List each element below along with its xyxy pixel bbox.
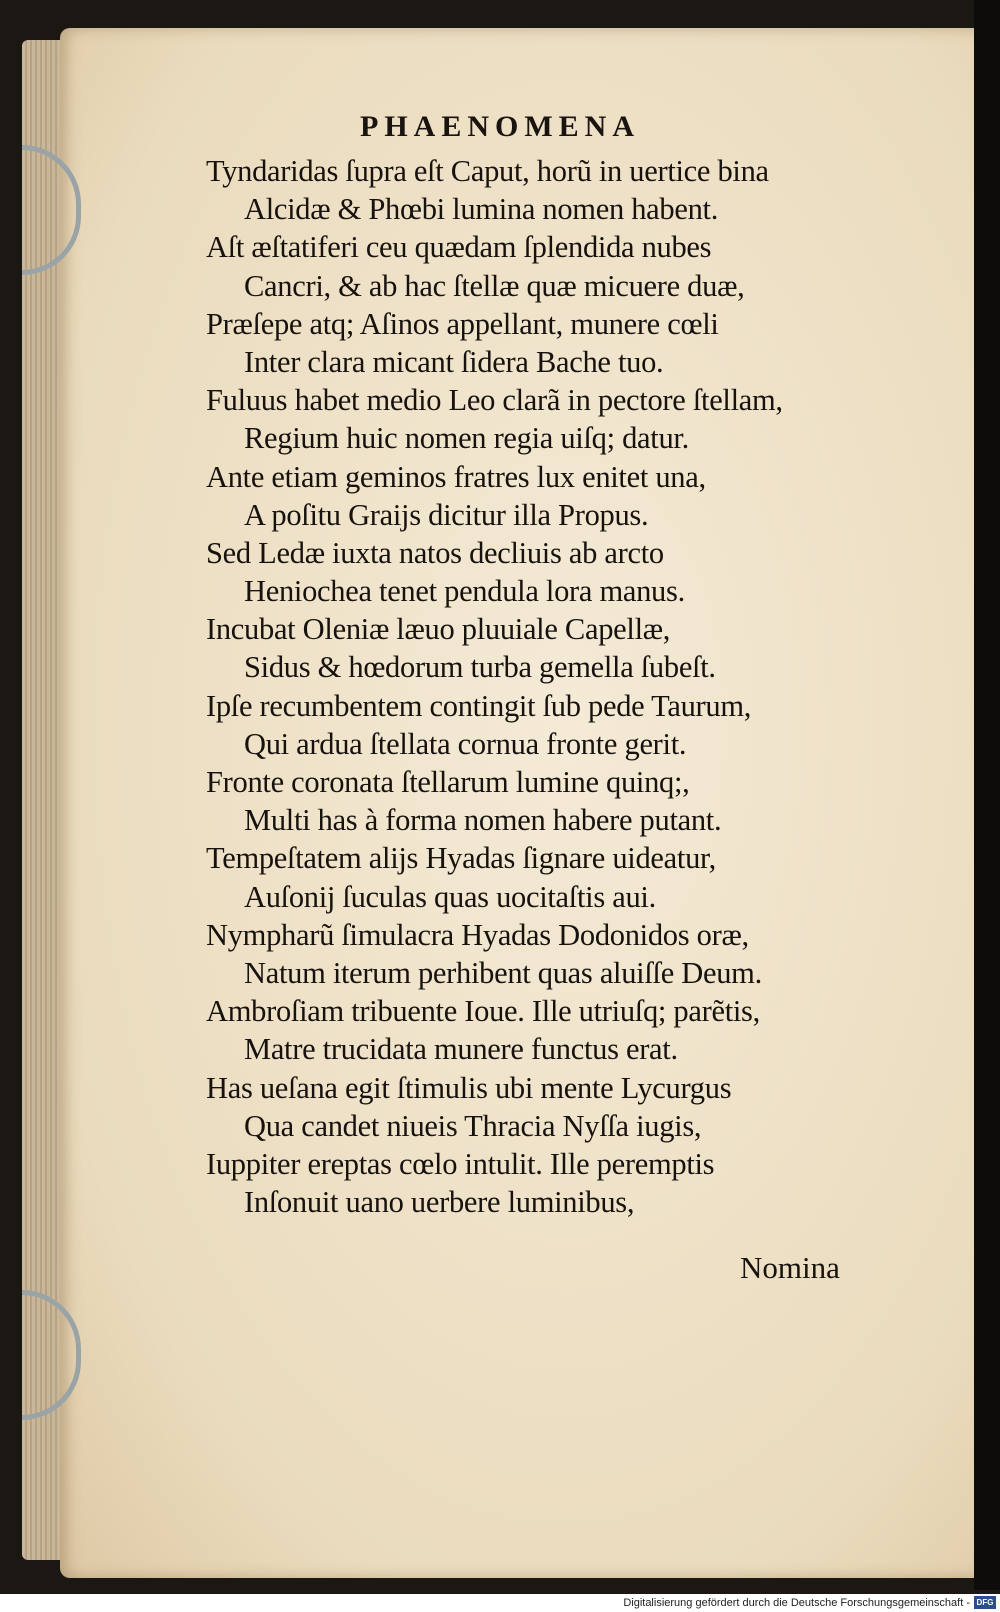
verse-line: Alcidæ & Phœbi lumina nomen habent. [244,192,719,227]
verse-line: Matre trucidata munere functus erat. [244,1032,678,1067]
verse-line: Tyndaridas ſupra eſt Caput, horũ in uertice bina [206,154,769,188]
verse-line: Ante etiam geminos fratres lux enitet una, [206,459,706,494]
verse-line: Fuluus habet medio Leo clarã in pectore ſtellam, [206,383,783,418]
verse-line: Cancri, & ab hac ſtellæ quæ micuere duæ, [244,268,745,303]
running-header: PHAENOMENA [360,110,640,143]
verse-line: Inter clara micant ſidera Bache tuo. [244,344,664,379]
funding-credit: Digitalisierung gefördert durch die Deutsche Forschungsgemeinschaft - [623,1597,970,1609]
verse-line: Qui ardua ſtellata cornua fronte gerit. [244,726,687,761]
verse-line: Multi has à forma nomen habere putant. [244,803,722,838]
catchword: Nomina [740,1250,840,1285]
verse-line: Ambroſiam tribuente Ioue. Ille utriuſq; parẽtis, [206,994,760,1029]
dfg-logo: DFG [974,1596,996,1609]
digitization-footer [0,1594,1000,1612]
verse-line: A poſitu Graijs dicitur illa Propus. [244,497,649,532]
verse-line: Qua candet niueis Thracia Nyſſa iugis, [244,1108,702,1143]
verse-line: Ipſe recumbentem contingit ſub pede Taurum, [206,688,752,723]
verse-line: Sidus & hœdorum turba gemella ſubeſt. [244,650,716,685]
verse-line: Regium huic nomen regia uiſq; datur. [244,421,689,456]
verse-line: Tempeſtatem alijs Hyadas ſignare uideatur, [206,841,716,876]
verse-block [206,152,906,1221]
verse-line: Fronte coronata ſtellarum lumine quinq;, [206,765,690,799]
verse-line: Iuppiter ereptas cœlo intulit. Ille peremptis [206,1146,715,1181]
verse-line: Præſepe atq; Aſinos appellant, munere cœli [206,306,719,341]
scan-background-strip [974,0,1000,1590]
verse-line: Nympharũ ſimulacra Hyadas Dodonidos oræ, [206,917,749,952]
verse-line: Incubat Oleniæ læuo pluuiale Capellæ, [206,612,671,647]
verse-line: Has ueſana egit ſtimulis ubi mente Lycurgus [206,1070,732,1105]
verse-line: Inſonuit uano uerbere luminibus, [244,1185,635,1220]
verse-line: Aſt æſtatiferi ceu quædam ſplendida nubes [206,230,712,265]
verse-line: Sed Ledæ iuxta natos decliuis ab arcto [206,535,664,570]
verse-line: Auſonij ſuculas quas uocitaſtis aui. [244,879,656,914]
verse-line: Heniochea tenet pendula lora manus. [244,574,685,609]
verse-line: Natum iterum perhibent quas aluiſſe Deum. [244,955,762,990]
